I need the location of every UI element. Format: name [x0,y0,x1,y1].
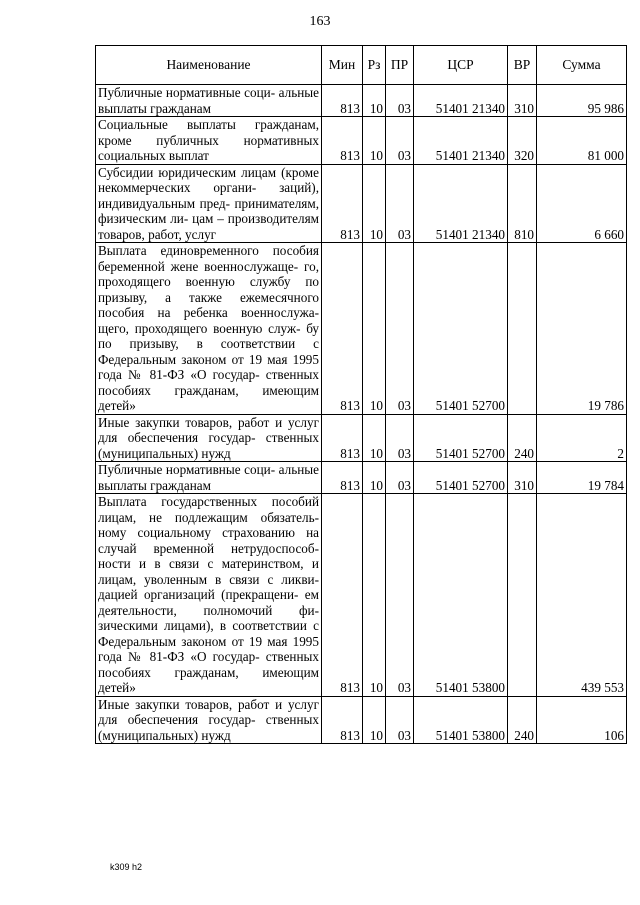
row-name: Публичные нормативные соци- альные выплаты гражданам [96,462,322,494]
row-pr: 03 [386,462,414,494]
row-min: 813 [322,414,363,462]
header-row [96,46,627,85]
table-row [96,85,627,117]
row-pr: 03 [386,243,414,415]
row-sum: 439 553 [537,494,627,697]
row-name: Иные закупки товаров, работ и услуг для обеспечения государ- ственных (муниципальных) нужд [96,414,322,462]
row-sum: 19 786 [537,243,627,415]
row-sum: 2 [537,414,627,462]
row-name: Социальные выплаты гражданам, кроме публичных нормативных социальных выплат [96,117,322,165]
row-csr: 51401 52700 [414,414,508,462]
header-pr: ПР [386,46,414,85]
row-vr: 310 [508,85,537,117]
row-min: 813 [322,243,363,415]
header-csr: ЦСР [414,46,508,85]
row-rz: 10 [363,696,386,744]
row-rz: 10 [363,117,386,165]
row-vr [508,494,537,697]
row-name: Выплата государственных пособий лицам, не подлежащим обязатель- ному социальному страхованию на случай временной нетрудоспособ- ности и в связи с материнством, и лицам, уволенным в связи с ликви- дацией организаций (прекращени- ем деятельности, полномочий фи- зическими лицами), в соответствии с Федеральным законом от 19 мая 1995 года № 81-ФЗ «О государ- ственных пособиях гражданам, имеющим детей» [96,494,322,697]
row-pr: 03 [386,414,414,462]
row-pr: 03 [386,85,414,117]
row-vr: 240 [508,696,537,744]
row-csr: 51401 21340 [414,85,508,117]
row-rz: 10 [363,414,386,462]
row-min: 813 [322,494,363,697]
row-name: Иные закупки товаров, работ и услуг для обеспечения государ- ственных (муниципальных) нужд [96,696,322,744]
row-rz: 10 [363,243,386,415]
table-row [96,164,627,243]
row-rz: 10 [363,164,386,243]
header-vr: ВР [508,46,537,85]
row-vr: 310 [508,462,537,494]
table-row [96,494,627,697]
row-min: 813 [322,462,363,494]
header-name: Наименование [96,46,322,85]
row-csr: 51401 21340 [414,164,508,243]
row-pr: 03 [386,117,414,165]
row-rz: 10 [363,494,386,697]
row-name: Публичные нормативные соци- альные выплаты гражданам [96,85,322,117]
row-min: 813 [322,117,363,165]
row-name: Субсидии юридическим лицам (кроме некоммерческих органи- заций), индивидуальным пред- принимателям, физическим ли- цам – производителям товаров, работ, услуг [96,164,322,243]
header-rz: Рз [363,46,386,85]
row-sum: 81 000 [537,117,627,165]
row-pr: 03 [386,164,414,243]
row-pr: 03 [386,494,414,697]
row-min: 813 [322,85,363,117]
budget-table [95,45,627,744]
header-sum: Сумма [537,46,627,85]
row-vr: 810 [508,164,537,243]
table-row [96,696,627,744]
header-min: Мин [322,46,363,85]
footer-code: k309 h2 [110,862,143,872]
row-sum: 6 660 [537,164,627,243]
row-min: 813 [322,696,363,744]
table-row [96,243,627,415]
row-vr: 240 [508,414,537,462]
table-row [96,462,627,494]
row-name: Выплата единовременного пособия беременной жене военнослужаще- го, проходящего военную службу по призыву, а также ежемесячного пособия на ребенка военнослужа- щего, проходящего военную служ- бу по призыву, в соответствии с Федеральным законом от 19 мая 1995 года № 81-ФЗ «О государ- ственных пособиях гражданам, имеющим детей» [96,243,322,415]
row-min: 813 [322,164,363,243]
row-csr: 51401 52700 [414,462,508,494]
row-vr [508,243,537,415]
row-rz: 10 [363,462,386,494]
row-csr: 51401 53800 [414,494,508,697]
row-sum: 19 784 [537,462,627,494]
row-sum: 106 [537,696,627,744]
table-row [96,117,627,165]
row-csr: 51401 53800 [414,696,508,744]
row-sum: 95 986 [537,85,627,117]
row-rz: 10 [363,85,386,117]
row-csr: 51401 21340 [414,117,508,165]
row-csr: 51401 52700 [414,243,508,415]
row-pr: 03 [386,696,414,744]
row-vr: 320 [508,117,537,165]
table-row [96,414,627,462]
page-number: 163 [309,14,331,29]
